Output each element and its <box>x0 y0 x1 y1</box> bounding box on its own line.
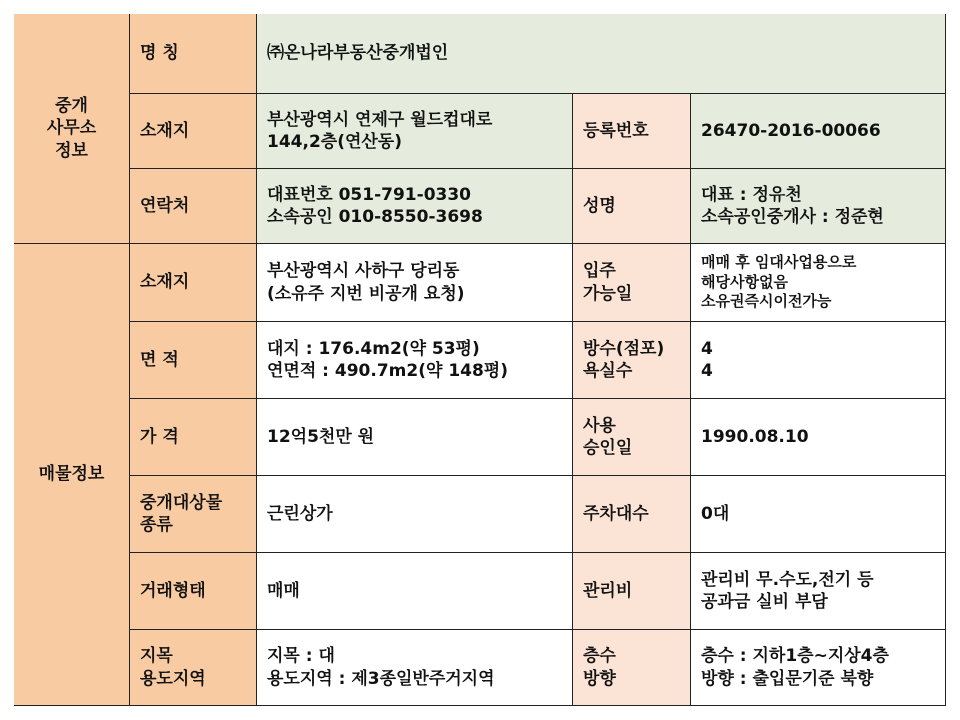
value-price: 12억5천만 원 <box>257 399 573 476</box>
label-name: 명 칭 <box>130 14 257 94</box>
label-registration-number: 등록번호 <box>573 94 691 169</box>
label-price: 가 격 <box>130 399 257 476</box>
label-maintenance-fee: 관리비 <box>573 553 691 630</box>
value-move-in-date: 매매 후 임대사업용으로 해당사항없음 소유권즉시이전가능 <box>691 244 946 322</box>
value-registration-number: 26470-2016-00066 <box>691 94 946 169</box>
value-contact: 대표번호 051-791-0330 소속공인 010-8550-3698 <box>257 169 573 244</box>
label-location: 소재지 <box>130 244 257 322</box>
value-property-type: 근린상가 <box>257 476 573 553</box>
value-area: 대지 : 176.4m2(약 53평) 연면적 : 490.7m2(약 148평) <box>257 322 573 399</box>
value-parking: 0대 <box>691 476 946 553</box>
label-floors-direction: 층수 방향 <box>573 630 691 706</box>
section-agency-info: 중개 사무소 정보 <box>14 14 130 244</box>
label-parking: 주차대수 <box>573 476 691 553</box>
label-deal-type: 거래형태 <box>130 553 257 630</box>
label-agency-address: 소재지 <box>130 94 257 169</box>
value-deal-type: 매매 <box>257 553 573 630</box>
value-maintenance-fee: 관리비 무.수도,전기 등 공과금 실비 부담 <box>691 553 946 630</box>
label-approval-date: 사용 승인일 <box>573 399 691 476</box>
label-area: 면 적 <box>130 322 257 399</box>
label-rooms-bathrooms: 방수(점포) 욕실수 <box>573 322 691 399</box>
value-zoning: 지목 : 대 용도지역 : 제3종일반주거지역 <box>257 630 573 706</box>
value-person-name: 대표 : 정유천 소속공인중개사 : 정준현 <box>691 169 946 244</box>
label-contact: 연락처 <box>130 169 257 244</box>
value-agency-address: 부산광역시 연제구 월드컵대로 144,2층(연산동) <box>257 94 573 169</box>
value-name: ㈜온나라부동산중개법인 <box>257 14 946 94</box>
label-property-type: 중개대상물 종류 <box>130 476 257 553</box>
value-location: 부산광역시 사하구 당리동 (소유주 지번 비공개 요청) <box>257 244 573 322</box>
value-approval-date: 1990.08.10 <box>691 399 946 476</box>
section-property-info: 매물정보 <box>14 244 130 706</box>
value-floors-direction: 층수 : 지하1층~지상4층 방향 : 출입문기준 북향 <box>691 630 946 706</box>
value-rooms-bathrooms: 4 4 <box>691 322 946 399</box>
label-zoning: 지목 용도지역 <box>130 630 257 706</box>
label-person-name: 성명 <box>573 169 691 244</box>
label-move-in-date: 입주 가능일 <box>573 244 691 322</box>
